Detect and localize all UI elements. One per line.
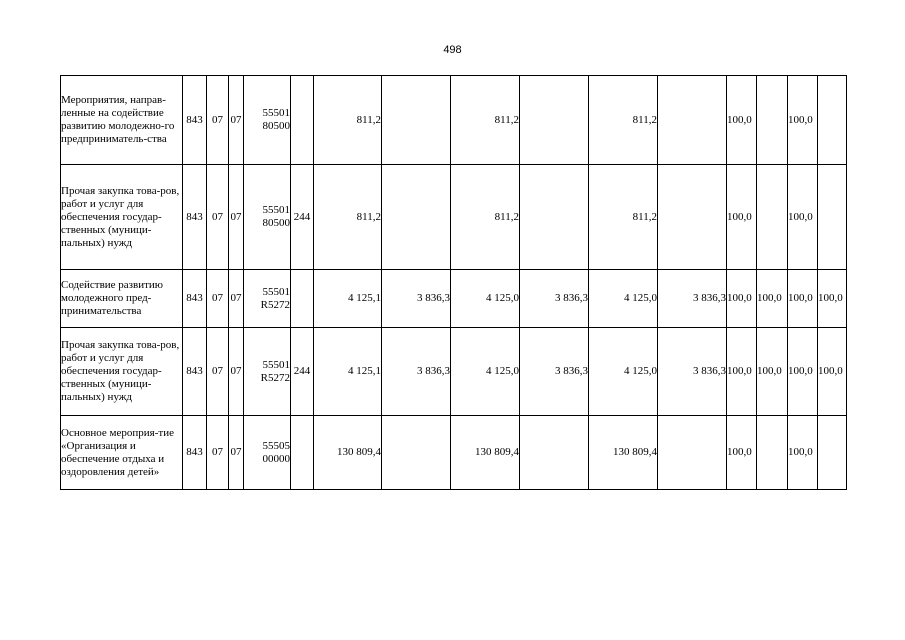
expense-type-code: 244	[291, 328, 314, 416]
percent-cell: 100,0	[727, 165, 757, 270]
target-article-code	[244, 165, 291, 270]
amount-cell: 811,2	[589, 76, 658, 165]
amount-cell: 130 809,4	[589, 416, 658, 490]
percent-cell	[757, 76, 788, 165]
amount-cell: 3 836,3	[520, 270, 589, 328]
target-article-code-part2: R5272	[260, 298, 290, 311]
amount-cell: 130 809,4	[314, 416, 382, 490]
percent-cell: 100,0	[727, 76, 757, 165]
row-name: Основное мероприя-тие «Организация и обеспечение отдыха и оздоровления детей»	[61, 416, 183, 490]
amount-cell: 3 836,3	[382, 328, 451, 416]
target-article-code	[244, 76, 291, 165]
amount-cell: 3 836,3	[658, 270, 727, 328]
target-article-code-part1: 55501	[262, 204, 290, 216]
expense-type-code: 244	[291, 165, 314, 270]
amount-cell: 130 809,4	[451, 416, 520, 490]
target-article-code-part2: 80500	[262, 120, 290, 132]
amount-cell	[520, 416, 589, 490]
table-row	[61, 76, 847, 165]
table-row	[61, 328, 847, 416]
target-article-code	[244, 328, 291, 416]
amount-cell: 4 125,1	[314, 328, 382, 416]
percent-cell: 100,0	[788, 76, 818, 165]
expense-type-code	[291, 270, 314, 328]
ministry-code: 843	[183, 328, 207, 416]
amount-cell: 4 125,0	[589, 270, 658, 328]
percent-cell: 100,0	[788, 270, 818, 328]
row-name: Мероприятия, направ-ленные на содействие развитию молодежно-го предприниматель-ства	[61, 76, 183, 165]
amount-cell	[658, 76, 727, 165]
percent-cell: 100,0	[788, 416, 818, 490]
amount-cell: 4 125,0	[589, 328, 658, 416]
amount-cell	[658, 165, 727, 270]
budget-table	[60, 75, 847, 490]
percent-cell: 100,0	[757, 270, 788, 328]
row-name: Прочая закупка това-ров, работ и услуг для обеспечения государ-ственных (муници-пальных) нужд	[61, 328, 183, 416]
amount-cell	[520, 76, 589, 165]
target-article-code-part1: 55501	[262, 285, 290, 298]
table-row	[61, 416, 847, 490]
percent-cell: 100,0	[727, 270, 757, 328]
table-row	[61, 165, 847, 270]
target-article-code	[244, 270, 291, 328]
percent-cell: 100,0	[818, 270, 847, 328]
percent-cell: 100,0	[818, 328, 847, 416]
percent-cell: 100,0	[727, 328, 757, 416]
percent-cell: 100,0	[788, 165, 818, 270]
percent-cell	[818, 165, 847, 270]
ministry-code: 843	[183, 270, 207, 328]
percent-cell	[757, 165, 788, 270]
subsection-code: 07	[229, 416, 244, 490]
amount-cell	[382, 76, 451, 165]
ministry-code: 843	[183, 416, 207, 490]
amount-cell: 811,2	[314, 76, 382, 165]
section-code: 07	[207, 76, 229, 165]
amount-cell: 3 836,3	[382, 270, 451, 328]
amount-cell	[520, 165, 589, 270]
target-article-code-part1: 55501	[262, 107, 290, 119]
target-article-code-part2: 00000	[262, 452, 290, 465]
ministry-code: 843	[183, 165, 207, 270]
amount-cell: 811,2	[589, 165, 658, 270]
table-row	[61, 270, 847, 328]
amount-cell	[382, 165, 451, 270]
section-code: 07	[207, 328, 229, 416]
row-name: Содействие развитию молодежного пред-принимательства	[61, 270, 183, 328]
amount-cell: 3 836,3	[658, 328, 727, 416]
target-article-code	[244, 416, 291, 490]
expense-type-code	[291, 76, 314, 165]
amount-cell: 811,2	[314, 165, 382, 270]
subsection-code: 07	[229, 165, 244, 270]
subsection-code: 07	[229, 328, 244, 416]
amount-cell	[382, 416, 451, 490]
percent-cell: 100,0	[788, 328, 818, 416]
page-number: 498	[443, 44, 462, 56]
target-article-code-part1: 55501	[262, 358, 290, 371]
percent-cell	[818, 76, 847, 165]
target-article-code-part2: R5272	[260, 371, 290, 384]
row-name: Прочая закупка това-ров, работ и услуг для обеспечения государ-ственных (муници-пальных) нужд	[61, 165, 183, 270]
section-code: 07	[207, 416, 229, 490]
amount-cell: 4 125,0	[451, 328, 520, 416]
amount-cell: 811,2	[451, 76, 520, 165]
section-code: 07	[207, 165, 229, 270]
percent-cell	[757, 416, 788, 490]
target-article-code-part1: 55505	[262, 439, 290, 452]
percent-cell	[818, 416, 847, 490]
subsection-code: 07	[229, 76, 244, 165]
target-article-code-part2: 80500	[262, 217, 290, 229]
amount-cell: 3 836,3	[520, 328, 589, 416]
amount-cell: 811,2	[451, 165, 520, 270]
percent-cell: 100,0	[727, 416, 757, 490]
amount-cell: 4 125,1	[314, 270, 382, 328]
ministry-code: 843	[183, 76, 207, 165]
percent-cell: 100,0	[757, 328, 788, 416]
amount-cell: 4 125,0	[451, 270, 520, 328]
amount-cell	[658, 416, 727, 490]
subsection-code: 07	[229, 270, 244, 328]
expense-type-code	[291, 416, 314, 490]
section-code: 07	[207, 270, 229, 328]
